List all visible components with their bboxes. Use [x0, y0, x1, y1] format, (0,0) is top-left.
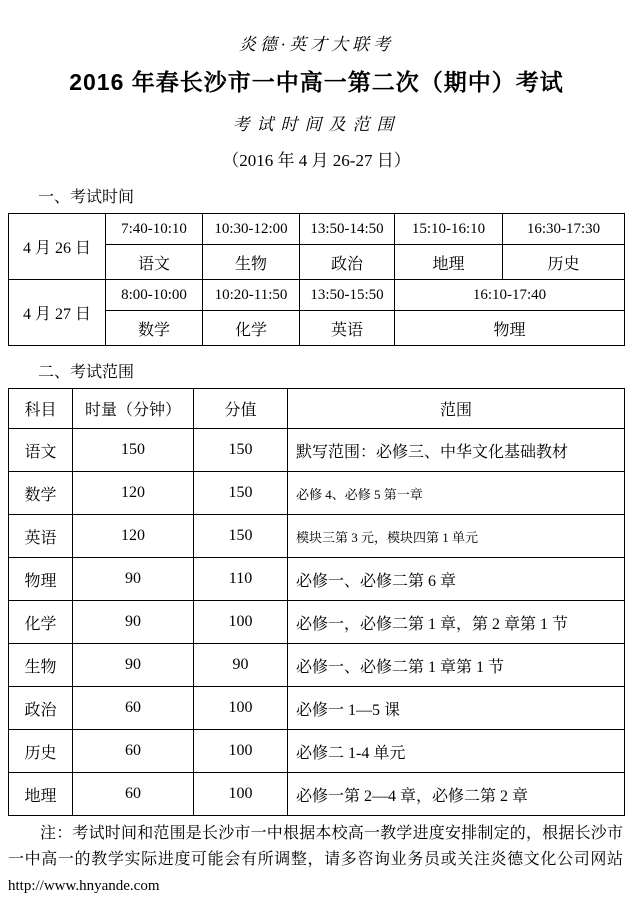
scope-subject-cell: 数学 — [9, 472, 73, 515]
scope-row — [9, 687, 625, 730]
brand-line: 炎德·英才大联考 — [238, 35, 395, 54]
schedule-date-cell: 4 月 26 日 — [9, 214, 106, 280]
scope-minutes-cell: 60 — [73, 687, 194, 730]
schedule-subject-cell: 数学 — [106, 311, 203, 346]
scope-subject-cell: 物理 — [9, 558, 73, 601]
scope-minutes-cell: 150 — [73, 429, 194, 472]
scope-row — [9, 472, 625, 515]
scope-score-cell: 150 — [194, 515, 288, 558]
schedule-time-cell: 13:50-15:50 — [300, 280, 395, 311]
schedule-time-row — [9, 280, 625, 311]
scope-row — [9, 730, 625, 773]
scope-subject-cell: 生物 — [9, 644, 73, 687]
exam-scope-table — [8, 388, 625, 816]
scope-minutes-cell: 120 — [73, 515, 194, 558]
schedule-subject-cell: 地理 — [395, 245, 503, 280]
column-header-score: 分值 — [194, 389, 288, 429]
scope-range-cell: 必修 4、必修 5 第一章 — [288, 472, 625, 515]
scope-score-cell: 150 — [194, 472, 288, 515]
scope-row — [9, 601, 625, 644]
scope-range-cell: 必修一、必修二第 6 章 — [288, 558, 625, 601]
schedule-subject-cell: 历史 — [503, 245, 625, 280]
footer-url: http://www.hnyande.com — [8, 877, 160, 894]
schedule-time-cell: 16:10-17:40 — [395, 280, 625, 311]
section-heading-exam-time: 一、考试时间 — [38, 189, 135, 206]
schedule-time-cell: 15:10-16:10 — [395, 214, 503, 245]
scope-range-cell: 默写范围：必修三、中华文化基础教材 — [288, 429, 625, 472]
schedule-subject-cell: 生物 — [203, 245, 300, 280]
scope-minutes-cell: 120 — [73, 472, 194, 515]
document-header — [0, 0, 633, 171]
scope-row — [9, 515, 625, 558]
schedule-subject-cell: 化学 — [203, 311, 300, 346]
schedule-time-cell: 16:30-17:30 — [503, 214, 625, 245]
scope-row — [9, 429, 625, 472]
scope-subject-cell: 政治 — [9, 687, 73, 730]
exam-time-table — [8, 213, 625, 346]
scope-subject-cell: 地理 — [9, 773, 73, 816]
scope-subject-cell: 历史 — [9, 730, 73, 773]
scope-header-row — [9, 389, 625, 429]
scope-range-cell: 必修一、必修二第 1 章第 1 节 — [288, 644, 625, 687]
scope-score-cell: 150 — [194, 429, 288, 472]
scope-minutes-cell: 90 — [73, 601, 194, 644]
scope-range-cell: 必修一 1—5 课 — [288, 687, 625, 730]
schedule-subject-cell: 英语 — [300, 311, 395, 346]
scope-score-cell: 100 — [194, 730, 288, 773]
document-subtitle: 考试时间及范围 — [232, 115, 401, 134]
schedule-time-cell: 10:30-12:00 — [203, 214, 300, 245]
section-heading-exam-scope: 二、考试范围 — [38, 364, 135, 381]
scope-subject-cell: 化学 — [9, 601, 73, 644]
schedule-date-cell: 4 月 27 日 — [9, 280, 106, 346]
scope-score-cell: 100 — [194, 601, 288, 644]
scope-score-cell: 100 — [194, 773, 288, 816]
schedule-subject-cell: 语文 — [106, 245, 203, 280]
scope-minutes-cell: 60 — [73, 730, 194, 773]
schedule-subject-cell: 政治 — [300, 245, 395, 280]
scope-range-cell: 必修二 1-4 单元 — [288, 730, 625, 773]
scope-row — [9, 773, 625, 816]
scope-minutes-cell: 90 — [73, 644, 194, 687]
scope-minutes-cell: 60 — [73, 773, 194, 816]
schedule-subject-cell: 物理 — [395, 311, 625, 346]
schedule-time-cell: 8:00-10:00 — [106, 280, 203, 311]
scope-range-cell: 必修一第 2—4 章，必修二第 2 章 — [288, 773, 625, 816]
scope-score-cell: 110 — [194, 558, 288, 601]
exam-dateline: （2016 年 4 月 26-27 日） — [222, 151, 411, 170]
column-header-subject: 科目 — [9, 389, 73, 429]
scope-range-cell: 必修一，必修二第 1 章，第 2 章第 1 节 — [288, 601, 625, 644]
scope-minutes-cell: 90 — [73, 558, 194, 601]
scope-subject-cell: 语文 — [9, 429, 73, 472]
footer-note — [8, 821, 623, 899]
scope-score-cell: 100 — [194, 687, 288, 730]
schedule-time-cell: 13:50-14:50 — [300, 214, 395, 245]
column-header-minutes: 时量（分钟） — [73, 389, 194, 429]
column-header-range: 范围 — [288, 389, 625, 429]
footer-note-text: 注：考试时间和范围是长沙市一中根据本校高一教学进度安排制定的，根据长沙市一中高一的教学实际进度可能会有所调整，请多咨询业务员或关注炎德文化公司网站 — [8, 825, 623, 868]
page-title: 2016 年春长沙市一中高一第二次（期中）考试 — [69, 69, 564, 95]
scope-score-cell: 90 — [194, 644, 288, 687]
scope-row — [9, 558, 625, 601]
schedule-time-cell: 7:40-10:10 — [106, 214, 203, 245]
schedule-time-cell: 10:20-11:50 — [203, 280, 300, 311]
schedule-time-row — [9, 214, 625, 245]
scope-row — [9, 644, 625, 687]
scope-subject-cell: 英语 — [9, 515, 73, 558]
scope-range-cell: 模块三第 3 元，模块四第 1 单元 — [288, 515, 625, 558]
